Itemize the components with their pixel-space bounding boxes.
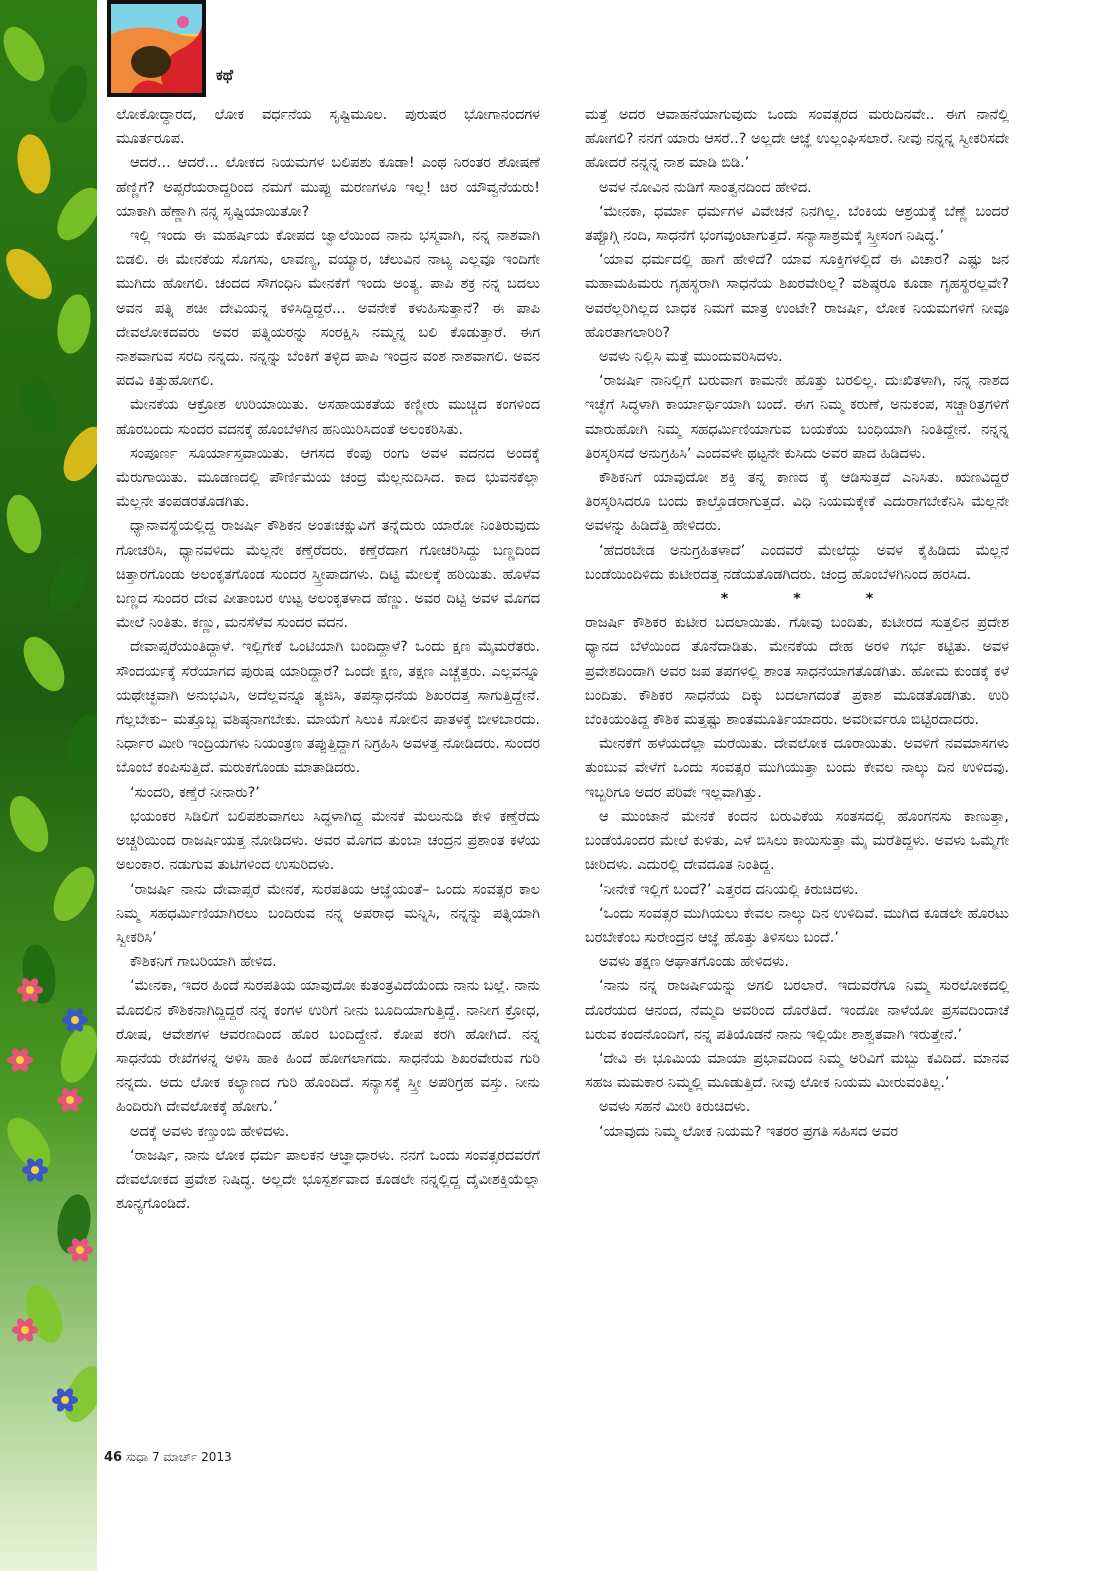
paragraph: ‘ರಾಜರ್ಷಿ ನಾನು ದೇವಾಪ್ಸರೆ ಮೇನಕೆ, ಸುರಪತಿಯ ಆಜ್ಞೆಯಂತೆ– ಒಂದು ಸಂವತ್ಸರ ಕಾಲ ನಿಮ್ಮ ಸಹಧರ್ಮಿಣಿಯಾಗಿರಲು ಬಂದಿರುವ ನನ್ನ ಅಪರಾಧ ಮನ್ನಿಸಿ, ನನ್ನನ್ನು ಪತ್ನಿಯಾಗಿ ಸ್ವೀಕರಿಸಿ’ xyxy=(116,881,540,946)
paragraph: ಅವಳು ನಿಲ್ಲಿಸಿ ಮತ್ತೆ ಮುಂದುವರಿಸಿದಳು. xyxy=(599,349,783,366)
paragraph: ಭಯಂಕರ ಸಿಡಿಲಿಗೆ ಬಲಿಪಶುವಾಗಲು ಸಿದ್ಧಳಾಗಿದ್ದ ಮೇನಕೆ ಮೆಲುನುಡಿ ಕೇಳಿ ಕಣ್ತೆರೆದು ಅಚ್ಚರಿಯಿಂದ ರಾಜರ್ಷಿಯತ್ತ ನೋಡಿದಳು. ಅವರ ಮೊಗದ ತುಂಬಾ ಚಂದ್ರನ ಪ್ರಶಾಂತ ಕಳೆಯ ಅಲಂಕಾರ. ನಡುಗುವ ತುಟಿಗಳಿಂದ ಉಸುರಿದಳು. xyxy=(116,808,540,874)
paragraph: ‘ರಾಜರ್ಷಿ, ನಾನು ಲೋಕ ಧರ್ಮ ಪಾಲಕನ ಆಜ್ಞಾಧಾರಳು. ನನಗೆ ಒಂದು ಸಂವತ್ಸರದವರೆಗೆ ದೇವಲೋಕದ ಪ್ರವೇಶ ನಿಷಿದ್ಧ. ಅಲ್ಲದೇ ಭೂಸ್ಪರ್ಶವಾದ ಕೂಡಲೇ ನನ್ನಲ್ಲಿದ್ದ ದೈವೀಶಕ್ತಿಯೆಲ್ಲಾ ಶೂನ್ಯಗೊಂಡಿದೆ. xyxy=(116,1147,540,1213)
paragraph: ‘ಮೇನಕಾ, ಇದರ ಹಿಂದೆ ಸುರಪತಿಯ ಯಾವುದೋ ಕುತಂತ್ರವಿದೆಯೆಂದು ನಾನು ಬಲ್ಲೆ. ನಾನು ಮೊದಲಿನ ಕೌಶಿಕನಾಗಿದ್ದಿದ್ದರೆ ನನ್ನ ಕಂಗಳ ಉರಿಗೆ ನೀನು ಬೂದಿಯಾಗುತ್ತಿದ್ದೆ. ನಾನೀಗ ಕ್ರೋಧ, ರೋಷ, ಆವೇಶಗಳ ಆವರಣದಿಂದ ಹೊರ ಬಂದಿದ್ದೇನೆ. ಕೋಪ ಕರಗಿ ಹೋಗಿದೆ. ನನ್ನ ಸಾಧನೆಯ ರೇಖೆಗಳನ್ನ ಅಳಿಸಿ ಹಾಕಿ ಹಿಂದೆ ಹೋಗಲಾಗದು. ಸಾಧನೆಯ ಶಿಖರವೇರುವ ಗುರಿ ನನ್ನದು. ಅದು ಲೋಕ ಕಲ್ಯಾಣದ ಗುರಿ ಹೊಂದಿದೆ. ಸನ್ಯಾಸಕ್ಕೆ ಸ್ತ್ರೀ ಅಪರಿಗ್ರಹ ವಸ್ತು. ನೀನು ಹಿಂದಿರುಗಿ ದೇವಲೋಕಕ್ಕೆ ಹೋಗು.’ xyxy=(116,978,540,1116)
story-logo xyxy=(107,0,206,97)
flower-center xyxy=(31,1166,39,1174)
article-column-left xyxy=(116,103,540,1216)
paragraph: ಅದಕ್ಕೆ ಅವಳು ಕಣ್ತುಂಬಿ ಹೇಳಿದಳು. xyxy=(130,1123,290,1140)
paragraph: ಸಂಪೂರ್ಣ ಸೂರ್ಯಾಸ್ತವಾಯಿತು. ಆಗಸದ ಕೆಂಪು ರಂಗು ಅವಳ ವದನದ ಅಂದಕ್ಕೆ ಮೆರುಗಾಯಿತು. ಮೂಡಣದಲ್ಲಿ ಪೌರ್ಣಿಮೆಯ ಚಂದ್ರ ಮೆಲ್ಲನುದಿಸಿದ. ಕಾದ ಭುವನಕೆಲ್ಲಾ ಮೆಲ್ಲನೇ ತಂಪಡರತೊಡಗಿತು. xyxy=(116,445,540,511)
paragraph: ದೇವಾಪ್ಸರೆಯಂತಿದ್ದಾಳೆ. ಇಲ್ಲಿಗೇಕೆ ಒಂಟಿಯಾಗಿ ಬಂದಿದ್ದಾಳೆ? ಒಂದು ಕ್ಷಣ ಮೈಮರೆತರು. ಸೌಂದರ್ಯಕ್ಕೆ ಸೆರೆಯಾಗದ ಪುರುಷ ಯಾರಿದ್ದಾರೆ? ಒಂದೇ ಕ್ಷಣ, ತಕ್ಷಣ ಎಚ್ಚೆತ್ತರು. ಎಲ್ಲವನ್ನೂ ಯಥೇಚ್ಛವಾಗಿ ಅನುಭವಿಸಿ, ಅದೆಲ್ಲವನ್ನೂ ತ್ಯಜಿಸಿ, ತಪಸ್ಸಾಧನೆಯ ಶಿಖರದತ್ತ ಸಾಗುತ್ತಿದ್ದೇನೆ. ಗೆಲ್ಲಬೇಕು– ಮತ್ತೊಬ್ಬ ವಶಿಷ್ಠನಾಗಬೇಕು. ಮಾಯೆಗೆ ಸಿಲುಕಿ ಸೋಲಿನ ಪಾತಳಕ್ಕೆ ಬೀಳಬಾರದು. ನಿರ್ಧಾರ ಮೀರಿ ಇಂದ್ರಿಯಗಳು ನಿಯಂತ್ರಣ ತಪ್ಪುತ್ತಿದ್ದಾಗ ನಿಗ್ರಹಿಸಿ ಅವಳತ್ತ ನೋಡಿದರು. ಸುಂದರ ಬೊಂಬೆ ಕಂಪಿಸುತ್ತಿದೆ. ಮರುಕಗೊಂಡು ಮಾತಾಡಿದರು. xyxy=(116,639,540,777)
paragraph: ಮೇನಕೆಗೆ ಹಳೆಯದೆಲ್ಲಾ ಮರೆಯಿತು. ದೇವಲೋಕ ದೂರಾಯಿತು. ಅವಳಿಗೆ ನವಮಾಸಗಳು ತುಂಬುವ ವೇಳೆಗೆ ಒಂದು ಸಂವತ್ಸರ ಮುಗಿಯುತ್ತಾ ಬಂದು ಕೇವಲ ನಾಲ್ಕು ದಿನ ಉಳಿದವು. ಇಬ್ಬರಿಗೂ ಅದರ ಪರಿವೇ ಇಲ್ಲವಾಗಿತ್ತು. xyxy=(585,736,1009,801)
paragraph: ಮೇನಕೆಯ ಆಕ್ರೋಶ ಉರಿಯಾಯಿತು. ಅಸಹಾಯಕತೆಯ ಕಣ್ಣೀರು ಮುಚ್ಚಿದ ಕಂಗಳಿಂದ ಹೊರಬಂದು ಸುಂದರ ವದನಕ್ಕೆ ಹೊಂಬೆಳಗಿನ ಹನಿಯಿರಿಸಿದಂತೆ ಅಲಂಕರಿಸಿತು. xyxy=(116,397,540,438)
magazine-name: ಸುಧಾ xyxy=(125,1450,149,1464)
paragraph: ಆ ಮುಂಜಾನೆ ಮೇನಕೆ ಕಂದನ ಬರುವಿಕೆಯ ಸಂತಸದಲ್ಲಿ ಹೊಂಗನಸು ಕಾಣುತ್ತಾ, ಬಂಡೆಯೊಂದರ ಮೇಲೆ ಕುಳಿತು, ಎಳೆ ಬಿಸಿಲು ಕಾಯಿಸುತ್ತಾ ಮೈ ಮರೆತಿದ್ದಳು. ಅವಳು ಒಮ್ಮೆಗೇ ಚೀರಿದಳು. ಎದುರಲ್ಲಿ ದೇವದೂತ ನಿಂತಿದ್ದ. xyxy=(585,808,1009,874)
paragraph: ‘ಯಾವ ಧರ್ಮದಲ್ಲಿ ಹಾಗೆ ಹೇಳಿದೆ? ಯಾವ ಸೂಕ್ತಿಗಳಲ್ಲಿದೆ ಈ ವಿಚಾರ? ಎಷ್ಟು ಜನ ಮಹಾಮಹಿಮರು ಗೃಹಸ್ಥರಾಗಿ ಸಾಧನೆಯ ಶಿಖರವೇರಿಲ್ಲ? ವಶಿಷ್ಠರೂ ಕೂಡಾ ಗೃಹಸ್ಥರಲ್ಲವೇ? ಅವರೆಲ್ಲರಿಗಿಲ್ಲದ ಬಾಧಕ ನಿಮಗೆ ಮಾತ್ರ ಉಂಟೇ? ರಾಜರ್ಷಿ, ಲೋಕ ನಿಯಮಗಳಿಗೆ ನೀವೂ ಹೊರತಾಗಲಾರಿರಿ? xyxy=(585,252,1009,341)
paragraph: ‘ರಾಜರ್ಷಿ ನಾನಿಲ್ಲಿಗೆ ಬರುವಾಗ ಕಾಮನೇ ಹೊತ್ತು ಬರಲಿಲ್ಲ. ದುಃಖಿತಳಾಗಿ, ನನ್ನ ನಾಶದ ಇಚ್ಛೆಗೆ ಸಿದ್ಧಳಾಗಿ ಕಾರ್ಯಾರ್ಥಿಯಾಗಿ ಬಂದೆ. ಈಗ ನಿಮ್ಮ ಕರುಣೆ, ಅನುಕಂಪ, ಸಚ್ಚಾರಿತ್ರಗಳಿಗೆ ಮಾರುಹೋಗಿ ನಿಮ್ಮ ಸಹಧರ್ಮಿಣಿಯಾಗುವ ಬಯಕೆಯ ಬಂಧಿಯಾಗಿ ನಿಂತಿದ್ದೇನೆ. ನನ್ನನ್ನ ತಿರಸ್ಕರಿಸದೆ ಅನುಗ್ರಹಿಸಿ’ ಎಂದವಳೇ ಥಟ್ಟನೇ ಕುಸಿದು ಅವರ ಪಾದ ಹಿಡಿದಳು. xyxy=(585,373,1009,462)
paragraph: ‘ಒಂದು ಸಂವತ್ಸರ ಮುಗಿಯಲು ಕೇವಲ ನಾಲ್ಕು ದಿನ ಉಳಿದಿವೆ. ಮುಗಿದ ಕೂಡಲೇ ಹೊರಟು ಬರಬೇಕೆಂಬ ಸುರೇಂದ್ರನ ಆಜ್ಞೆ ಹೊತ್ತು ತಿಳಿಸಲು ಬಂದೆ.’ xyxy=(585,905,1009,946)
page-number: 46 xyxy=(104,1450,123,1465)
paragraph: ‘ಯಾವುದು ನಿಮ್ಮ ಲೋಕ ನಿಯಮ? ಇತರರ ಪ್ರಗತಿ ಸಹಿಸದ ಅವರ xyxy=(599,1123,899,1140)
paragraph: ಕೌಶಿಕನಿಗೆ ಯಾವುದೋ ಶಕ್ತಿ ತನ್ನ ಕಾಣದ ಕೈ ಆಡಿಸುತ್ತದೆ ಎನಿಸಿತು. ಋಣವಿದ್ದರೆ ತಿರಸ್ಕರಿಸಿದರೂ ಬಂದು ಕಾಲ್ತೊಡರಾಗುತ್ತದೆ. ವಿಧಿ ನಿಯಮಕ್ಕೇಕೆ ಎದುರಾಗಬೇಕೆನಿಸಿ ಮೆಲ್ಲನೇ ಅವಳನ್ನು ಹಿಡಿದೆತ್ತಿ ಹೇಳಿದರು. xyxy=(585,470,1009,535)
paragraph: ಇಲ್ಲಿ ಇಂದು ಈ ಮಹರ್ಷಿಯ ಕೋಪದ ಜ್ವಾಲೆಯಿಂದ ನಾನು ಭಸ್ಮವಾಗಿ, ನನ್ನ ನಾಶವಾಗಿ ಬಿಡಲಿ. ಈ ಮೇನಕೆಯ ಸೊಗಸು, ಲಾವಣ್ಯ, ವಯ್ಯಾರ, ಚೆಲುವಿನ ನಾಟ್ಯ ಎಲ್ಲವೂ ಇಂದಿಗೇ ಮುಗಿದು ಹೋಗಲಿ. ಚಂದದ ಸೌಗಂಧಿನಿ ಮೇನಕೆಗೆ ಇಂದು ಅಂತ್ಯ. ಪಾಪಿ ಶಕ್ರ ನನ್ನ ಬದಲು ಅವನ ಪತ್ನಿ ಶಚೀ ದೇವಿಯನ್ನ ಕಳಿಸಿದ್ದಿದ್ದರೆ... ಅವನೇಕೆ ಕಳುಹಿಸುತ್ತಾನೆ? ಈ ಪಾಪಿ ದೇವಲೋಕದವರು ಅವರ ಪತ್ನಿಯರನ್ನು ಸಂರಕ್ಷಿಸಿ ನಮ್ಮನ್ನ ಬಲಿ ಕೊಡುತ್ತಾರೆ. ಈಗ ನಾಶವಾಗುವ ಸರದಿ ನನ್ನದು. ನನ್ನನ್ನು ಬೆಂಕಿಗೆ ತಳ್ಳಿದ ಪಾಪಿ ಇಂದ್ರನ ವಂಶ ನಾಶವಾಗಲಿ. ಅವನ ಪದವಿ ಕಿತ್ತುಹೋಗಲಿ. xyxy=(116,228,540,390)
paragraph: ‘ದೇವಿ ಈ ಭೂಮಿಯ ಮಾಯಾ ಪ್ರಭಾವದಿಂದ ನಿಮ್ಮ ಅರಿವಿಗೆ ಮಬ್ಬು ಕವಿದಿದೆ. ಮಾನವ ಸಹಜ ಮಮಕಾರ ನಿಮ್ಮಲ್ಲಿ ಮೂಡುತ್ತಿದೆ. ನೀವು ಲೋಕ ನಿಯಮ ಮೀರುವಂತಿಲ್ಲ.’ xyxy=(585,1050,1009,1092)
flower-center xyxy=(71,1016,79,1024)
paragraph: ‘ನೀನೇಕೆ ಇಲ್ಲಿಗೆ ಬಂದೆ?’ ಎತ್ತರದ ದನಿಯಲ್ಲಿ ಕಿರುಚಿದಳು. xyxy=(599,881,859,898)
flower-center xyxy=(66,1096,74,1104)
paragraph: ಅವಳು ತಕ್ಷಣ ಆಘಾತಗೊಂಡು ಹೇಳಿದಳು. xyxy=(599,954,789,971)
issue-date: 7 ಮಾರ್ಚ್ 2013 xyxy=(151,1450,232,1464)
paragraph: ‘ಮೇನಕಾ, ಧರ್ಮಾ ಧರ್ಮಗಳ ವಿವೇಚನೆ ನಿನಗಿಲ್ಲ. ಬೆಂಕಿಯ ಆಶ್ರಯಕ್ಕೆ ಬೆಣ್ಣೆ ಬಂದರೆ ತಪ್ಪೊಗ್ಗಿ ನಂದಿ, ಸಾಧನೆಗೆ ಭಂಗವುಂಟಾಗುತ್ತದೆ. ಸನ್ಯಾಸಾಶ್ರಮಕ್ಕೆ ಸ್ತ್ರೀಸಂಗ ನಿಷಿದ್ಧ.’ xyxy=(585,203,1009,245)
paragraph: ರಾಜರ್ಷಿ ಕೌಶಿಕರ ಕುಟೀರ ಬದಲಾಯಿತು. ಗೋವು ಬಂದಿತು, ಕುಟೀರದ ಸುತ್ತಲಿನ ಪ್ರದೇಶ ಧ್ಯಾನದ ಬೆಳೆಯಿಂದ ತೊನೆದಾಡಿತು. ಮೇನಕೆಯ ದೇಹ ಅರಳಿ ಗರ್ಭ ಕಟ್ಟಿತು. ಅವಳ ಪ್ರವೇಶದಿಂದಾಗಿ ಅವರ ಜಪ ತಪಗಳಲ್ಲಿ ಶಾಂತ ಸಾಧನೆಯಾಗತೊಡಗಿತು. ಹೋಮ ಕುಂಡಕ್ಕೆ ಕಳೆ ಬಂದಿತು. ಕೌಶಿಕರ ಸಾಧನೆಯ ದಿಕ್ಕು ಬದಲಾಗದಂತೆ ಪ್ರಕಾಶ ಮೂಡತೊಡಗಿತು. ಉರಿ ಬೆಂಕಿಯಂತಿದ್ದ ಕೌಶಿಕ ಮತ್ತಷ್ಟು ಶಾಂತಮೂರ್ತಿಯಾದರು. ಅವರೀರ್ವರೂ ಬಿಟ್ಟಿರದಾದರು. xyxy=(585,615,1009,729)
paragraph: ಆದರೆ... ಆದರೆ... ಲೋಕದ ನಿಯಮಗಳ ಬಲಿಪಶು ಕೂಡಾ! ಎಂಥ ನಿರಂತರ ಶೋಷಣೆ ಹೆಣ್ಣಿಗೆ? ಅಪ್ಸರೆಯರಾದ್ದರಿಂದ ನಮಗೆ ಮುಪ್ಪು ಮರಣಗಳೂ ಇಲ್ಲ! ಚಿರ ಯೌವ್ವನೆಯರು! ಯಾಕಾಗಿ ಹೆಣ್ಣಾಗಿ ನನ್ನ ಸೃಷ್ಟಿಯಾಯಿತೋ? xyxy=(116,155,540,220)
paragraph: ಕೌಶಿಕನಿಗೆ ಗಾಬರಿಯಾಗಿ ಹೇಳಿದ. xyxy=(130,954,277,971)
paragraph: ‘ಹೆದರಬೇಡ ಅನುಗ್ರಹಿತಳಾದೆ’ ಎಂದವರೆ ಮೇಲೆದ್ದು ಅವಳ ಕೈಹಿಡಿದು ಮೆಲ್ಲನೆ ಬಂಡೆಯಿಂದಿಳಿದು ಕುಟೀರದತ್ತ ನಡೆಯತೊಡಗಿದರು. ಚಂದ್ರ ಹೊಂಬೆಳಗಿನಿಂದ ಹರಸಿದ. xyxy=(585,542,1009,583)
leaf-border-decoration xyxy=(0,0,97,1571)
article-column-right xyxy=(585,103,1009,1144)
section-separator: * * * xyxy=(720,591,904,608)
flower-center xyxy=(76,1246,84,1254)
flower-center xyxy=(21,1326,29,1334)
logo-illustration xyxy=(111,4,202,93)
paragraph: ಮತ್ತೆ ಅದರ ಆವಾಹನೆಯಾಗುವುದು ಒಂದು ಸಂವತ್ಸರದ ಮರುದಿನವೇ.. ಈಗ ನಾನೆಲ್ಲಿ ಹೋಗಲಿ? ನನಗೆ ಯಾರು ಆಸರೆ..? ಅಲ್ಲದೇ ಆಜ್ಞೆ ಉಲ್ಲಂಘಿಸಲಾರೆ. ನೀವು ನನ್ನನ್ನ ಸ್ವೀಕರಿಸದೇ ಹೋದರೆ ನನ್ನನ್ನ ನಾಶ ಮಾಡಿ ಬಿಡಿ.’ xyxy=(585,107,1009,172)
flower-center xyxy=(61,1396,69,1404)
paragraph: ಲೋಕೋದ್ಧಾರದ, ಲೋಕ ವರ್ಧನೆಯ ಸೃಷ್ಟಿಮೂಲ. ಪುರುಷರ ಭೋಗಾನಂದಗಳ ಮೂರ್ತರೂಪ. xyxy=(116,107,540,148)
section-label: ಕಥೆ xyxy=(216,66,234,84)
flower-center xyxy=(16,1056,24,1064)
paragraph: ‘ನಾನು ನನ್ನ ರಾಜರ್ಷಿಯನ್ನು ಅಗಲಿ ಬರಲಾರೆ. ಇದುವರೆಗೂ ನಿಮ್ಮ ಸುರಲೋಕದಲ್ಲಿ ದೊರೆಯದ ಆನಂದ, ನೆಮ್ಮದಿ ಅವರಿಂದ ದೊರೆತಿದೆ. ಇಂದೋ ನಾಳೆಯೋ ಪ್ರಸವದಿಂದಾಚೆ ಬರುವ ಕಂದನೊಂದಿಗೆ, ನನ್ನ ಪತಿಯೊಡನೆ ನಾನು ಇಲ್ಲಿಯೇ ಶಾಶ್ವತವಾಗಿ ಇರುತ್ತೇನೆ.’ xyxy=(585,978,1009,1043)
paragraph: ಅವಳ ನೋವಿನ ನುಡಿಗೆ ಸಾಂತ್ವನದಿಂದ ಹೇಳಿದ. xyxy=(599,179,812,196)
paragraph: ಧ್ಯಾನಾವಸ್ಥೆಯಲ್ಲಿದ್ದ ರಾಜರ್ಷಿ ಕೌಶಿಕನ ಅಂತಃಚಕ್ಷುವಿಗೆ ತನ್ನೆದುರು ಯಾರೋ ನಿಂತಿರುವುದು ಗೋಚರಿಸಿ, ಧ್ಯಾನವಳಿದು ಮೆಲ್ಲನೇ ಕಣ್ತೆರೆದರು. ಕಣ್ತೆರೆದಾಗ ಗೋಚರಿಸಿದ್ದು ಬಣ್ಣದಿಂದ ಚಿತ್ತಾರಗೊಂಡು ಅಲಂಕೃತಗೊಂಡ ಸುಂದರ ಸ್ತ್ರೀಪಾದಗಳು. ದಿಟ್ಟಿ ಮೇಲಕ್ಕೆ ಹರಿಯಿತು. ಹೊಳೆವ ಬಣ್ಣದ ಸುಂದರ ದೇವ ಪೀತಾಂಬರ ಉಟ್ಟ ಅಲಂಕೃತಳಾದ ಹೆಣ್ಣು. ಅವರ ದಿಟ್ಟಿ ಅವಳ ಮೊಗದ ಮೇಲೆ ನಿಂತಿತು. ಕಣ್ಣು, ಮನಸೆಳೆವ ಸುಂದರ ವದನ. xyxy=(116,518,540,632)
paragraph: ಅವಳು ಸಹನೆ ಮೀರಿ ಕಿರುಚಿದಳು. xyxy=(599,1099,751,1116)
paragraph: ‘ಸುಂದರಿ, ಕಣ್ತೆರೆ ನೀನಾರು?’ xyxy=(130,784,260,801)
page-footer xyxy=(104,1450,232,1465)
flower-center xyxy=(26,986,34,994)
